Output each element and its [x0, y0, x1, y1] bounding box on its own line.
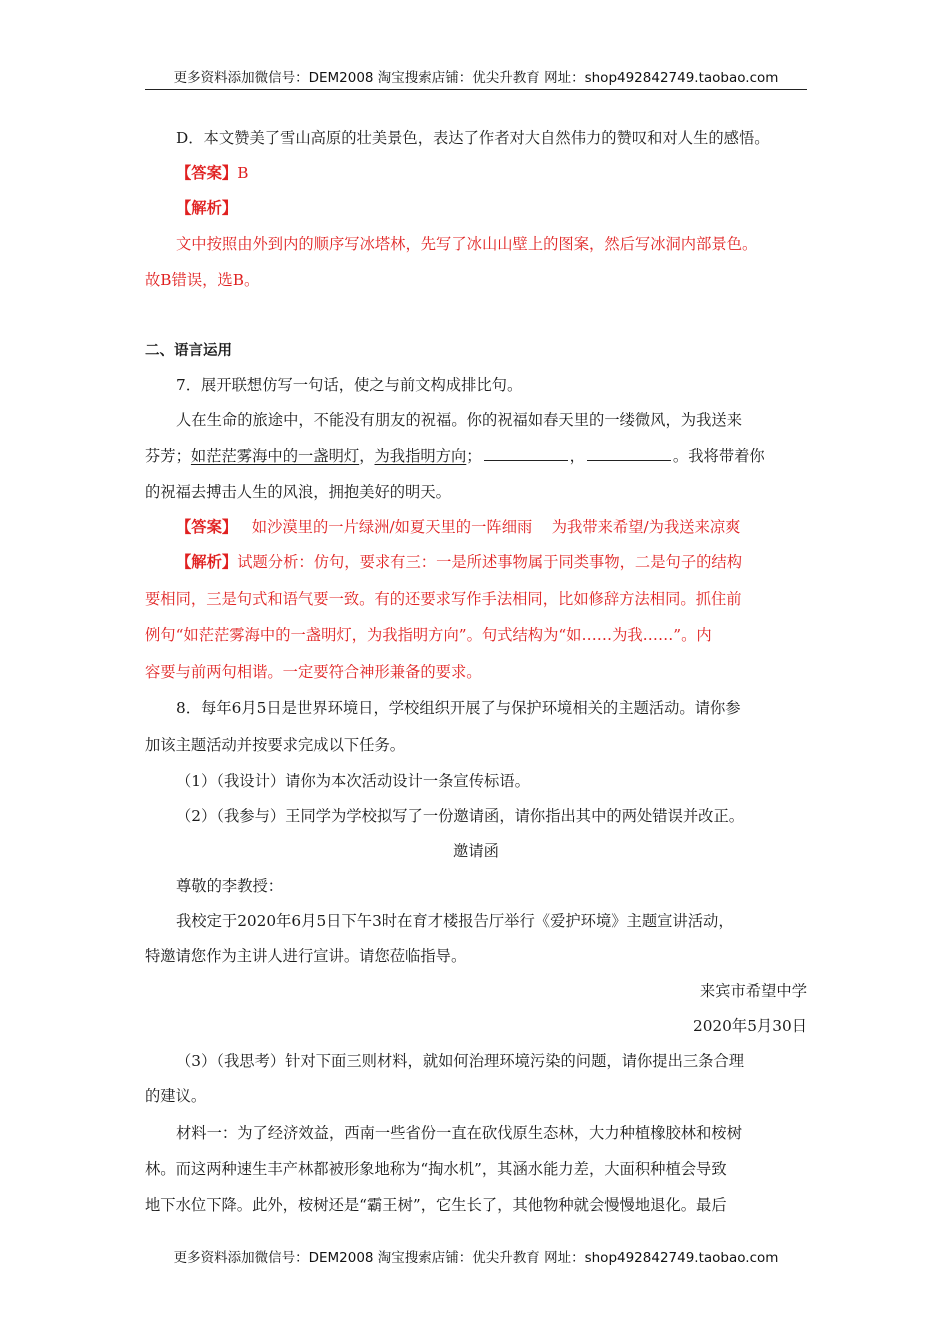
q8-task3-line1: （3）（我思考）针对下面三则材料，就如何治理环境污染的问题，请你提出三条合理 [176, 1052, 745, 1070]
q6-analysis-line1: 文中按照由外到内的顺序写冰塔林，先写了冰山山壁上的图案，然后写冰洞内部景色。 [176, 235, 758, 253]
q8-prompt-line1: 8．每年6月5日是世界环境日，学校组织开展了与保护环境相关的主题活动。请你参 [176, 699, 741, 717]
q7-text-line3: 的祝福去搏击人生的风浪，拥抱美好的明天。 [145, 483, 451, 501]
q7-text-segment: ， [569, 447, 585, 465]
q7-analysis-line3: 例句“如茫茫雾海中的一盏明灯，为我指明方向”。句式结构为“如……为我……”。内 [145, 626, 712, 644]
q7-text-segment: ， [359, 447, 375, 465]
q6-answer-value: B [237, 164, 249, 182]
q8-prompt-line2: 加该主题活动并按要求完成以下任务。 [145, 736, 406, 754]
q7-text-line2 [145, 445, 807, 467]
q7-analysis-text: 试题分析：仿句，要求有三：一是所述事物属于同类事物，二是句子的结构 [237, 553, 743, 571]
q6-analysis-label: 【解析】 [176, 199, 238, 217]
q7-example-phrase: 如茫茫雾海中的一盏明灯 [190, 447, 360, 465]
q7-text-line1: 人在生命的旅途中，不能没有朋友的祝福。你的祝福如春天里的一缕微风，为我送来 [176, 411, 742, 429]
q7-example-phrase: 为我指明方向 [374, 447, 467, 465]
q7-answer-value: 如沙漠里的一片绿洲/如夏天里的一阵细雨 为我带来希望/为我送来凉爽 [237, 518, 741, 536]
q6-analysis-line2: 故B错误，选B。 [145, 271, 260, 289]
q7-answer [176, 516, 807, 538]
q8-task3-line2: 的建议。 [145, 1087, 207, 1105]
letter-date: 2020年5月30日 [692, 1017, 807, 1035]
q7-prompt: 7．展开联想仿写一句话，使之与前文构成排比句。 [176, 376, 523, 394]
letter-salutation: 尊敬的李教授： [176, 877, 284, 895]
q8-task2: （2）（我参与）王同学为学校拟写了一份邀请函，请你指出其中的两处错误并改正。 [176, 807, 745, 825]
q6-answer [176, 162, 807, 184]
page-footer: 更多资料添加微信号：DEM2008 淘宝搜索店铺：优尖升教育 网址：shop492842749.taobao.com [173, 1250, 779, 1266]
q7-text-segment: 。我将带着你 [672, 447, 765, 465]
material1-line3: 地下水位下降。此外，桉树还是“霸王树”，它生长了，其他物种就会慢慢地退化。最后 [145, 1196, 727, 1214]
section-title: 二、语言运用 [145, 343, 232, 359]
letter-sender: 来宾市希望中学 [699, 982, 807, 1000]
q7-blank-2 [587, 446, 671, 461]
letter-body-line1: 我校定于2020年6月5日下午3时在育才楼报告厅举行《爱护环境》主题宣讲活动， [176, 912, 734, 930]
q7-analysis-label: 【解析】 [176, 553, 238, 571]
q7-analysis-line1 [176, 551, 807, 573]
q6-answer-label: 【答案】 [176, 164, 238, 182]
q7-analysis-line2: 要相同，三是句式和语气要一致。有的还要求写作手法相同，比如修辞方法相同。抓住前 [145, 590, 742, 608]
page-header: 更多资料添加微信号：DEM2008 淘宝搜索店铺：优尖升教育 网址：shop492842749.taobao.com [145, 66, 807, 90]
letter-body-line2: 特邀请您作为主讲人进行宣讲。请您莅临指导。 [145, 947, 467, 965]
q7-answer-label: 【答案】 [176, 518, 238, 536]
q7-analysis-line4: 容要与前两句相谐。一定要符合神形兼备的要求。 [145, 663, 482, 681]
q6-option-d: D．本文赞美了雪山高原的壮美景色，表达了作者对大自然伟力的赞叹和对人生的感悟。 [176, 129, 770, 147]
q7-blank-1 [484, 446, 568, 461]
q7-text-segment: 芬芳； [145, 447, 191, 465]
letter-title: 邀请函 [453, 842, 499, 860]
q8-task1: （1）（我设计）请你为本次活动设计一条宣传标语。 [176, 772, 530, 790]
material1-line2: 林。而这两种速生丰产林都被形象地称为“掏水机”，其涵水能力差，大面积种植会导致 [145, 1160, 727, 1178]
q7-text-segment: ； [466, 447, 482, 465]
material1-line1: 材料一：为了经济效益，西南一些省份一直在砍伐原生态林，大力种植橡胶林和桉树 [176, 1124, 742, 1142]
